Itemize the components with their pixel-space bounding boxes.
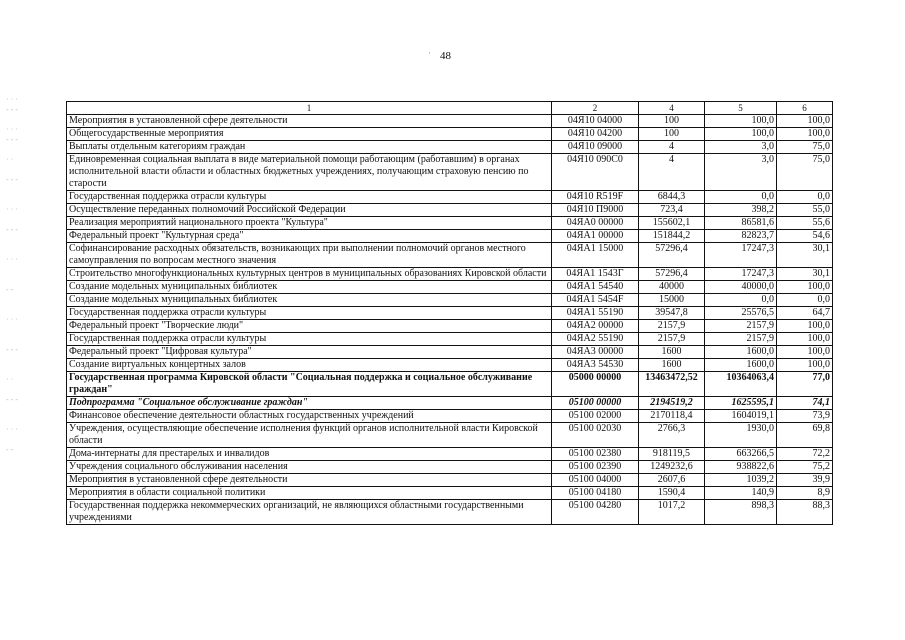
row-fact-cell: 100,0: [705, 128, 777, 141]
row-percent-cell: 75,0: [777, 154, 833, 191]
budget-execution-table: [66, 101, 833, 525]
row-fact-cell: 40000,0: [705, 281, 777, 294]
row-name-cell: Общегосударственные мероприятия: [67, 128, 552, 141]
row-percent-cell: 100,0: [777, 320, 833, 333]
row-name-cell: Финансовое обеспечение деятельности областных государственных учреждений: [67, 410, 552, 423]
row-name-cell: Федеральный проект "Культурная среда": [67, 230, 552, 243]
row-name-cell: Государственная поддержка некоммерческих организаций, не являющихся областными государственными учреждениями: [67, 500, 552, 525]
table-row: [67, 115, 833, 128]
row-plan-cell: 2170118,4: [639, 410, 705, 423]
row-percent-cell: 88,3: [777, 500, 833, 525]
row-plan-cell: 2607,6: [639, 474, 705, 487]
row-code-cell: 04ЯА1 00000: [552, 230, 639, 243]
row-name-cell: Государственная поддержка отрасли культуры: [67, 333, 552, 346]
row-fact-cell: 3,0: [705, 141, 777, 154]
row-name-cell: Единовременная социальная выплата в виде материальной помощи работающим (работавшим) в органах исполнительной власти области и областных бюджетных учреждениях, получающим страховую пенсию по старости: [67, 154, 552, 191]
row-fact-cell: 10364063,4: [705, 372, 777, 397]
row-code-cell: 05100 02380: [552, 448, 639, 461]
table-row: [67, 141, 833, 154]
row-name-cell: Государственная программа Кировской области "Социальная поддержка и социальное обслуживание граждан": [67, 372, 552, 397]
row-name-cell: Мероприятия в области социальной политики: [67, 487, 552, 500]
row-plan-cell: 57296,4: [639, 243, 705, 268]
row-code-cell: 04ЯА3 54530: [552, 359, 639, 372]
row-fact-cell: 17247,3: [705, 268, 777, 281]
row-fact-cell: 1039,2: [705, 474, 777, 487]
row-percent-cell: 55,0: [777, 204, 833, 217]
row-name-cell: Строительство многофункциональных культурных центров в муниципальных образованиях Кировской области: [67, 268, 552, 281]
scan-margin-marks: · · · - - - · · · - - - · · - - - · · · - - - · · · - - · · · - - - · · - - - · · · - -: [6, 95, 18, 454]
row-fact-cell: 1600,0: [705, 346, 777, 359]
row-fact-cell: 0,0: [705, 191, 777, 204]
row-plan-cell: 4: [639, 141, 705, 154]
table-row: [67, 320, 833, 333]
row-fact-cell: 82823,7: [705, 230, 777, 243]
row-percent-cell: 8,9: [777, 487, 833, 500]
row-percent-cell: 54,6: [777, 230, 833, 243]
row-name-cell: Мероприятия в установленной сфере деятельности: [67, 474, 552, 487]
header-col-2: 2: [552, 102, 639, 115]
row-fact-cell: 1604019,1: [705, 410, 777, 423]
row-plan-cell: 155602,1: [639, 217, 705, 230]
row-percent-cell: 100,0: [777, 128, 833, 141]
row-plan-cell: 723,4: [639, 204, 705, 217]
row-name-cell: Создание виртуальных концертных залов: [67, 359, 552, 372]
row-plan-cell: 40000: [639, 281, 705, 294]
row-fact-cell: 17247,3: [705, 243, 777, 268]
table-row: [67, 474, 833, 487]
row-code-cell: 05100 02390: [552, 461, 639, 474]
table-row: [67, 397, 833, 410]
table-row: [67, 217, 833, 230]
row-percent-cell: 69,8: [777, 423, 833, 448]
table-row: [67, 448, 833, 461]
row-fact-cell: 25576,5: [705, 307, 777, 320]
row-fact-cell: 898,3: [705, 500, 777, 525]
row-percent-cell: 74,1: [777, 397, 833, 410]
row-code-cell: 05100 00000: [552, 397, 639, 410]
row-code-cell: 04ЯА3 00000: [552, 346, 639, 359]
row-percent-cell: 0,0: [777, 191, 833, 204]
row-name-cell: Софинансирование расходных обязательств, возникающих при выполнении полномочий органов местного самоуправления по вопросам местного значения: [67, 243, 552, 268]
row-percent-cell: 75,0: [777, 141, 833, 154]
row-plan-cell: 39547,8: [639, 307, 705, 320]
row-code-cell: 04ЯА1 15000: [552, 243, 639, 268]
row-plan-cell: 6844,3: [639, 191, 705, 204]
row-plan-cell: 1249232,6: [639, 461, 705, 474]
row-name-cell: Дома-интернаты для престарелых и инвалидов: [67, 448, 552, 461]
row-fact-cell: 3,0: [705, 154, 777, 191]
table-row: [67, 281, 833, 294]
row-plan-cell: 1600: [639, 346, 705, 359]
scan-speck: ·: [428, 48, 431, 58]
row-name-cell: Осуществление переданных полномочий Российской Федерации: [67, 204, 552, 217]
row-plan-cell: 2157,9: [639, 333, 705, 346]
row-fact-cell: 0,0: [705, 294, 777, 307]
row-name-cell: Реализация мероприятий национального проекта "Культура": [67, 217, 552, 230]
row-fact-cell: 1930,0: [705, 423, 777, 448]
row-name-cell: Федеральный проект "Цифровая культура": [67, 346, 552, 359]
row-name-cell: Учреждения социального обслуживания населения: [67, 461, 552, 474]
row-code-cell: 05000 00000: [552, 372, 639, 397]
row-code-cell: 04Я10 R519F: [552, 191, 639, 204]
row-plan-cell: 151844,2: [639, 230, 705, 243]
row-percent-cell: 30,1: [777, 268, 833, 281]
row-percent-cell: 0,0: [777, 294, 833, 307]
header-col-4: 4: [639, 102, 705, 115]
row-code-cell: 04ЯА1 54540: [552, 281, 639, 294]
table-row: [67, 410, 833, 423]
row-plan-cell: 2194519,2: [639, 397, 705, 410]
row-percent-cell: 100,0: [777, 281, 833, 294]
header-col-5: 5: [705, 102, 777, 115]
row-plan-cell: 1590,4: [639, 487, 705, 500]
row-code-cell: 04ЯА2 55190: [552, 333, 639, 346]
table-row: [67, 307, 833, 320]
row-plan-cell: 2766,3: [639, 423, 705, 448]
row-percent-cell: 72,2: [777, 448, 833, 461]
row-fact-cell: 1600,0: [705, 359, 777, 372]
row-percent-cell: 100,0: [777, 115, 833, 128]
row-plan-cell: 57296,4: [639, 268, 705, 281]
row-code-cell: 05100 02030: [552, 423, 639, 448]
row-code-cell: 04ЯА0 00000: [552, 217, 639, 230]
row-name-cell: Учреждения, осуществляющие обеспечение исполнения функций органов исполнительной власти Кировской области: [67, 423, 552, 448]
row-code-cell: 04ЯА2 00000: [552, 320, 639, 333]
table-row: [67, 204, 833, 217]
row-plan-cell: 100: [639, 128, 705, 141]
row-code-cell: 04Я10 04200: [552, 128, 639, 141]
row-name-cell: Государственная поддержка отрасли культуры: [67, 191, 552, 204]
row-code-cell: 05100 04280: [552, 500, 639, 525]
table-row: [67, 500, 833, 525]
row-code-cell: 05100 02000: [552, 410, 639, 423]
header-col-6: 6: [777, 102, 833, 115]
row-code-cell: 04Я10 090С0: [552, 154, 639, 191]
table-row: [67, 372, 833, 397]
row-fact-cell: 2157,9: [705, 333, 777, 346]
table-body: [67, 115, 833, 525]
table-row: [67, 359, 833, 372]
row-percent-cell: 100,0: [777, 346, 833, 359]
row-code-cell: 04ЯА1 5454F: [552, 294, 639, 307]
row-percent-cell: 73,9: [777, 410, 833, 423]
row-percent-cell: 100,0: [777, 359, 833, 372]
row-code-cell: 05100 04000: [552, 474, 639, 487]
row-fact-cell: 663266,5: [705, 448, 777, 461]
table-row: [67, 487, 833, 500]
row-plan-cell: 918119,5: [639, 448, 705, 461]
row-name-cell: Создание модельных муниципальных библиотек: [67, 281, 552, 294]
row-plan-cell: 100: [639, 115, 705, 128]
row-percent-cell: 77,0: [777, 372, 833, 397]
row-plan-cell: 2157,9: [639, 320, 705, 333]
row-name-cell: Подпрограмма "Социальное обслуживание граждан": [67, 397, 552, 410]
header-col-1: 1: [67, 102, 552, 115]
row-percent-cell: 55,6: [777, 217, 833, 230]
row-plan-cell: 15000: [639, 294, 705, 307]
row-code-cell: 04ЯА1 55190: [552, 307, 639, 320]
table-header-row: [67, 102, 833, 115]
row-code-cell: 04Я10 П9000: [552, 204, 639, 217]
row-plan-cell: 4: [639, 154, 705, 191]
table-row: [67, 346, 833, 359]
table-row: [67, 230, 833, 243]
row-name-cell: Федеральный проект "Творческие люди": [67, 320, 552, 333]
row-code-cell: 04Я10 04000: [552, 115, 639, 128]
table-row: [67, 191, 833, 204]
row-plan-cell: 13463472,52: [639, 372, 705, 397]
table-row: [67, 243, 833, 268]
row-name-cell: Выплаты отдельным категориям граждан: [67, 141, 552, 154]
row-code-cell: 05100 04180: [552, 487, 639, 500]
table-row: [67, 294, 833, 307]
row-fact-cell: 398,2: [705, 204, 777, 217]
row-percent-cell: 64,7: [777, 307, 833, 320]
row-code-cell: 04ЯА1 1543Г: [552, 268, 639, 281]
table-row: [67, 128, 833, 141]
row-percent-cell: 75,2: [777, 461, 833, 474]
row-fact-cell: 100,0: [705, 115, 777, 128]
table-row: [67, 423, 833, 448]
row-percent-cell: 30,1: [777, 243, 833, 268]
table-row: [67, 333, 833, 346]
row-name-cell: Государственная поддержка отрасли культуры: [67, 307, 552, 320]
row-percent-cell: 100,0: [777, 333, 833, 346]
row-fact-cell: 86581,6: [705, 217, 777, 230]
row-fact-cell: 938822,6: [705, 461, 777, 474]
row-plan-cell: 1600: [639, 359, 705, 372]
row-name-cell: Создание модельных муниципальных библиотек: [67, 294, 552, 307]
page-number: 48: [440, 50, 451, 62]
table-row: [67, 461, 833, 474]
table-row: [67, 154, 833, 191]
row-fact-cell: 2157,9: [705, 320, 777, 333]
row-fact-cell: 140,9: [705, 487, 777, 500]
table-row: [67, 268, 833, 281]
row-percent-cell: 39,9: [777, 474, 833, 487]
row-plan-cell: 1017,2: [639, 500, 705, 525]
row-name-cell: Мероприятия в установленной сфере деятельности: [67, 115, 552, 128]
row-fact-cell: 1625595,1: [705, 397, 777, 410]
row-code-cell: 04Я10 09000: [552, 141, 639, 154]
